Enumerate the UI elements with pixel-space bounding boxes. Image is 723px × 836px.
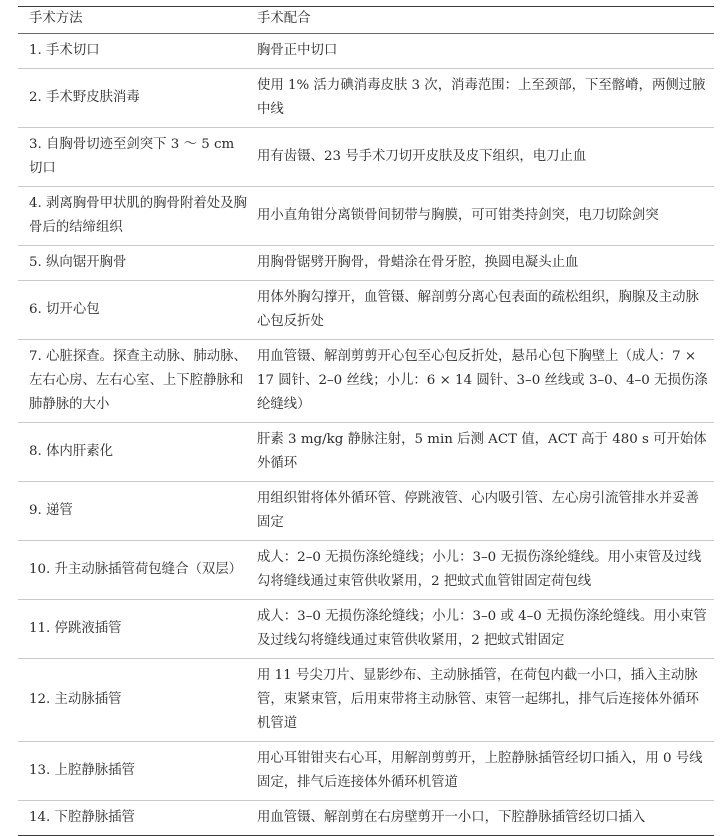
method-cell: 13. 上腔静脉插管	[18, 742, 257, 801]
surgery-procedure-table	[18, 6, 714, 836]
method-cell: 7. 心脏探查。探查主动脉、肺动脉、左右心房、左右心室、上下腔静脉和肺静脉的大小	[18, 340, 257, 423]
method-cell: 1. 手术切口	[18, 34, 257, 69]
coop-cell: 用 11 号尖刀片、显影纱布、主动脉插管，在荷包内截一小口，插入主动脉管，束紧束管，后用束带将主动脉管、束管一起绑扎，排气后连接体外循环机管道	[257, 659, 714, 742]
method-cell: 5. 纵向锯开胸骨	[18, 246, 257, 281]
table-body	[18, 34, 714, 836]
header-coop: 手术配合	[257, 7, 714, 34]
table-row	[18, 659, 714, 742]
method-cell: 14. 下腔静脉插管	[18, 801, 257, 836]
table-header	[18, 7, 714, 34]
table-row	[18, 281, 714, 340]
coop-cell: 胸骨正中切口	[257, 34, 714, 69]
coop-cell: 使用 1% 活力碘消毒皮肤 3 次，消毒范围：上至颈部，下至髂嵴，两侧过腋中线	[257, 69, 714, 128]
table-row	[18, 742, 714, 801]
coop-cell: 用胸骨锯劈开胸骨，骨蜡涂在骨牙腔，换圆电凝头止血	[257, 246, 714, 281]
coop-cell: 用组织钳将体外循环管、停跳液管、心内吸引管、左心房引流管排水并妥善固定	[257, 482, 714, 541]
method-cell: 12. 主动脉插管	[18, 659, 257, 742]
method-cell: 2. 手术野皮肤消毒	[18, 69, 257, 128]
method-cell: 11. 停跳液插管	[18, 600, 257, 659]
table-row	[18, 340, 714, 423]
coop-cell: 肝素 3 mg/kg 静脉注射，5 min 后测 ACT 值，ACT 高于 480 s 可开始体外循环	[257, 423, 714, 482]
coop-cell: 用有齿镊、23 号手术刀切开皮肤及皮下组织，电刀止血	[257, 128, 714, 187]
method-cell: 10. 升主动脉插管荷包缝合（双层）	[18, 541, 257, 600]
table-row	[18, 128, 714, 187]
coop-cell: 用小直角钳分离锁骨间韧带与胸膜，可可钳类持剑突，电刀切除剑突	[257, 187, 714, 246]
method-cell: 8. 体内肝素化	[18, 423, 257, 482]
coop-cell: 成人：2–0 无损伤涤纶缝线；小儿：3–0 无损伤涤纶缝线。用小束管及过线勾将缝线通过束管供收紧用，2 把蚊式血管钳固定荷包线	[257, 541, 714, 600]
header-method: 手术方法	[18, 7, 257, 34]
method-cell: 9. 递管	[18, 482, 257, 541]
table-row	[18, 482, 714, 541]
table-row	[18, 801, 714, 836]
coop-cell: 用血管镊、解剖剪在右房壁剪开一小口，下腔静脉插管经切口插入	[257, 801, 714, 836]
coop-cell: 用心耳钳钳夹右心耳，用解剖剪剪开，上腔静脉插管经切口插入，用 0 号线固定，排气后连接体外循环机管道	[257, 742, 714, 801]
table-row	[18, 600, 714, 659]
table-row	[18, 541, 714, 600]
table-row	[18, 187, 714, 246]
method-cell: 6. 切开心包	[18, 281, 257, 340]
coop-cell: 成人：3–0 无损伤涤纶缝线；小儿：3–0 或 4–0 无损伤涤纶缝线。用小束管及过线勾将缝线通过束管供收紧用，2 把蚊式钳固定	[257, 600, 714, 659]
table-row	[18, 34, 714, 69]
table-row	[18, 69, 714, 128]
table-row	[18, 423, 714, 482]
surgery-table-container	[18, 6, 714, 836]
table-row	[18, 246, 714, 281]
coop-cell: 用血管镊、解剖剪剪开心包至心包反折处，悬吊心包下胸壁上（成人：7 × 17 圆针、2–0 丝线；小儿：6 × 14 圆针、3–0 丝线或 3–0、4–0 无损伤涤纶缝线）	[257, 340, 714, 423]
coop-cell: 用体外胸勾撑开，血管镊、解剖剪分离心包表面的疏松组织，胸腺及主动脉心包反折处	[257, 281, 714, 340]
method-cell: 3. 自胸骨切迹至剑突下 3 ～ 5 cm 切口	[18, 128, 257, 187]
method-cell: 4. 剥离胸骨甲状肌的胸骨附着处及胸骨后的结缔组织	[18, 187, 257, 246]
header-row	[18, 7, 714, 34]
